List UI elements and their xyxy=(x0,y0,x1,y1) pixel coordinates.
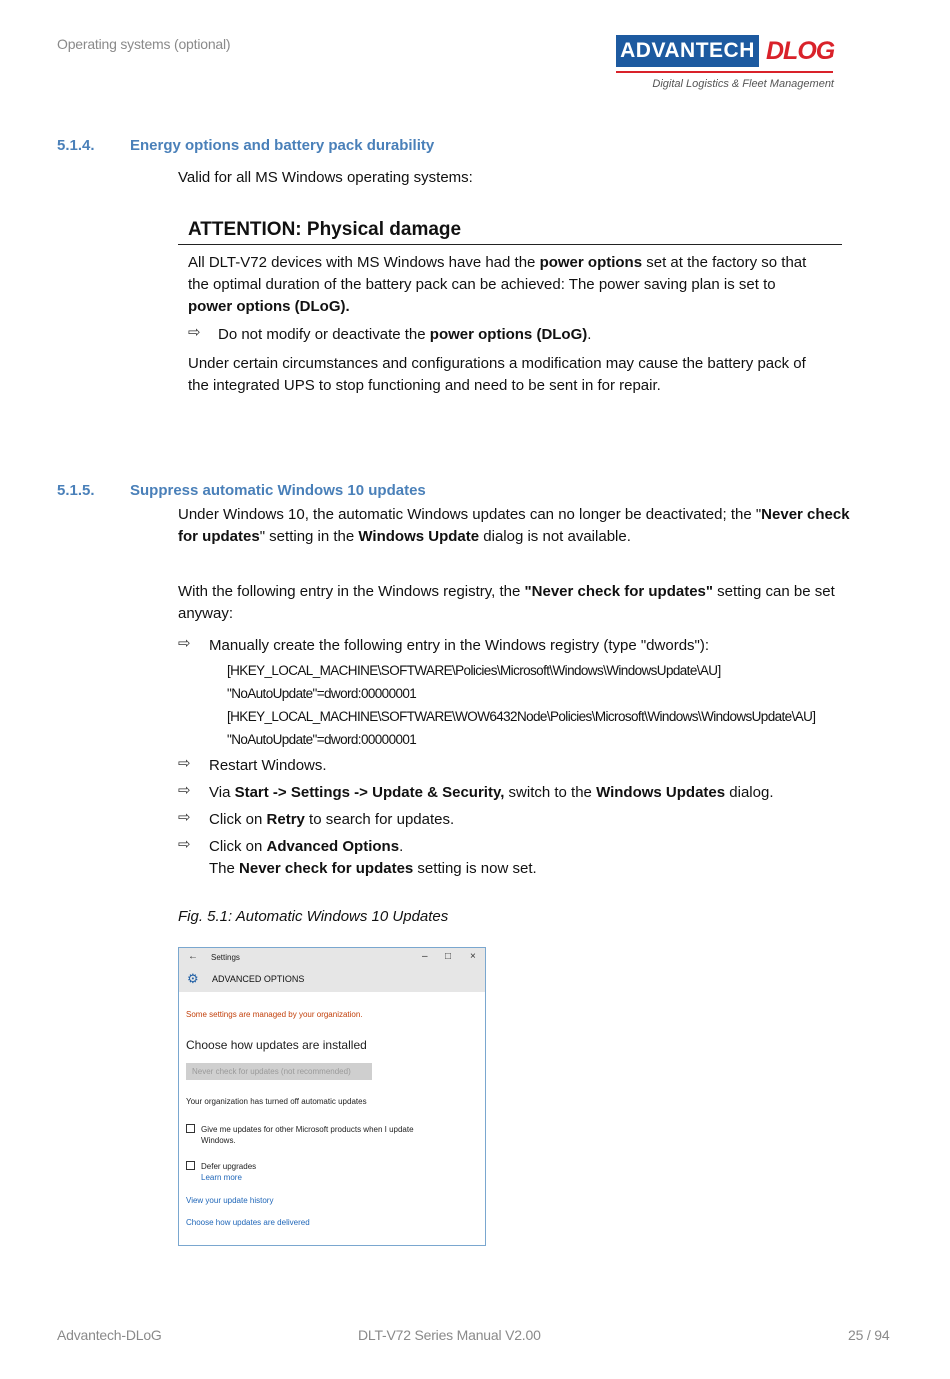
advantech-logo: ADVANTECH xyxy=(616,35,759,67)
intro-text: Valid for all MS Windows operating systems: xyxy=(178,169,473,186)
paragraph-registry xyxy=(178,581,878,625)
screenshot-window-title: Settings xyxy=(211,953,240,962)
figure-caption: Fig. 5.1: Automatic Windows 10 Updates xyxy=(178,908,449,925)
text-run: . xyxy=(587,326,592,343)
text-run: Give me updates for other Microsoft products when I update xyxy=(201,1125,414,1134)
choose-heading: Choose how updates are installed xyxy=(186,1038,367,1052)
bold-run: Windows Updates xyxy=(596,784,726,801)
dlog-logo: DLOG xyxy=(766,37,835,65)
learn-more-link: Learn more xyxy=(201,1173,242,1182)
bold-run: Windows Update xyxy=(358,528,480,545)
windows-settings-screenshot xyxy=(178,947,486,1246)
text-run: . xyxy=(399,838,404,855)
text-run: dialog. xyxy=(725,784,774,801)
attention-bullet xyxy=(218,324,591,346)
paragraph-windows-10 xyxy=(178,504,878,548)
logo-rule xyxy=(616,71,833,73)
text-run: Click on xyxy=(209,838,267,855)
text-run: to search for updates. xyxy=(304,811,455,828)
close-icon: × xyxy=(470,951,476,962)
registry-line: "NoAutoUpdate"=dword:00000001 xyxy=(227,732,417,747)
attention-paragraph-2 xyxy=(188,353,838,397)
update-history-link: View your update history xyxy=(186,1196,274,1205)
arrow-right-icon: ⇨ xyxy=(178,635,191,652)
company-logo xyxy=(616,35,836,95)
arrow-right-icon: ⇨ xyxy=(178,809,191,826)
section-number-514: 5.1.4. xyxy=(57,137,95,154)
text-run: With the following entry in the Windows registry, the xyxy=(178,583,525,600)
text-run: Do not modify or deactivate the xyxy=(218,326,430,343)
text-run: The xyxy=(209,860,240,877)
bold-run: Advanced Options xyxy=(266,838,400,855)
update-mode-select: Never check for updates (not recommended) xyxy=(186,1063,372,1080)
text-run: Click on xyxy=(209,811,267,828)
text-run: " setting in the xyxy=(259,528,359,545)
delivery-options-link: Choose how updates are delivered xyxy=(186,1218,310,1227)
registry-line: [HKEY_LOCAL_MACHINE\SOFTWARE\WOW6432Node\Policies\Microsoft\Windows\WindowsUpdate\AU] xyxy=(227,709,816,724)
text-run: the integrated UPS to stop functioning and need to be sent in for repair. xyxy=(188,377,661,394)
text-run: Under Windows 10, the automatic Windows updates can no longer be deactivated; the " xyxy=(178,506,762,523)
section-title-514: Energy options and battery pack durability xyxy=(130,137,435,154)
section-title-515: Suppress automatic Windows 10 updates xyxy=(130,482,426,499)
text-run: the optimal duration of the battery pack can be achieved: The power saving plan is set to xyxy=(188,276,776,293)
minimize-icon: – xyxy=(422,951,428,962)
attention-heading: ATTENTION: Physical damage xyxy=(178,218,842,245)
text-run: anyway: xyxy=(178,605,234,622)
text-run: switch to the xyxy=(504,784,597,801)
bold-run: power options (DLoG). xyxy=(188,298,350,315)
footer-company: Advantech-DLoG xyxy=(57,1327,162,1343)
text-run: setting can be set xyxy=(713,583,835,600)
bold-run: power options xyxy=(539,254,643,271)
arrow-right-icon: ⇨ xyxy=(178,755,191,772)
arrow-right-icon: ⇨ xyxy=(178,782,191,799)
checkbox-other-products-label xyxy=(201,1124,414,1146)
text-run: Windows. xyxy=(201,1136,236,1145)
registry-line: [HKEY_LOCAL_MACHINE\SOFTWARE\Policies\Microsoft\Windows\WindowsUpdate\AU] xyxy=(227,663,721,678)
registry-entry xyxy=(227,659,815,751)
checkbox-defer-upgrades xyxy=(186,1161,195,1170)
maximize-icon: □ xyxy=(445,951,452,962)
registry-line: "NoAutoUpdate"=dword:00000001 xyxy=(227,686,417,701)
managed-notice: Some settings are managed by your organization. xyxy=(186,1010,363,1019)
bold-run: power options (DLoG) xyxy=(429,326,588,343)
bold-run: for updates xyxy=(178,528,260,545)
text-run: set at the factory so that xyxy=(642,254,807,271)
text-run: Under certain circumstances and configurations a modification may cause the battery pack of xyxy=(188,355,806,372)
logo-tagline: Digital Logistics & Fleet Management xyxy=(652,78,834,90)
step-4 xyxy=(209,809,454,831)
text-run: setting is now set. xyxy=(413,860,537,877)
bold-run: Start -> Settings -> Update & Security, xyxy=(234,784,505,801)
bold-run: Never check for updates xyxy=(239,860,414,877)
step-1: Manually create the following entry in the Windows registry (type "dwords"): xyxy=(209,637,710,654)
arrow-right-icon: ⇨ xyxy=(188,324,201,341)
step-2: Restart Windows. xyxy=(209,757,327,774)
text-run: Defer upgrades xyxy=(201,1162,257,1171)
footer-title: DLT-V72 Series Manual V2.00 xyxy=(358,1327,541,1343)
running-header: Operating systems (optional) xyxy=(57,36,231,52)
section-number-515: 5.1.5. xyxy=(57,482,95,499)
step-5 xyxy=(209,836,537,880)
checkbox-other-products xyxy=(186,1124,195,1133)
attention-paragraph-1 xyxy=(188,252,838,318)
text-run: All DLT-V72 devices with MS Windows have had the xyxy=(188,254,540,271)
checkbox-defer-label xyxy=(201,1161,256,1183)
arrow-left-icon: ← xyxy=(188,951,198,962)
bold-run: Retry xyxy=(266,811,305,828)
step-3 xyxy=(209,782,774,804)
bold-run: Never check xyxy=(761,506,850,523)
footer-page-number: 25 / 94 xyxy=(848,1327,890,1343)
text-run: dialog is not available. xyxy=(479,528,631,545)
screenshot-page-title: ADVANCED OPTIONS xyxy=(212,974,305,984)
gear-icon: ⚙ xyxy=(187,971,199,986)
arrow-right-icon: ⇨ xyxy=(178,836,191,853)
text-run: Via xyxy=(209,784,235,801)
bold-run: "Never check for updates" xyxy=(524,583,713,600)
org-notice: Your organization has turned off automatic updates xyxy=(186,1097,367,1106)
